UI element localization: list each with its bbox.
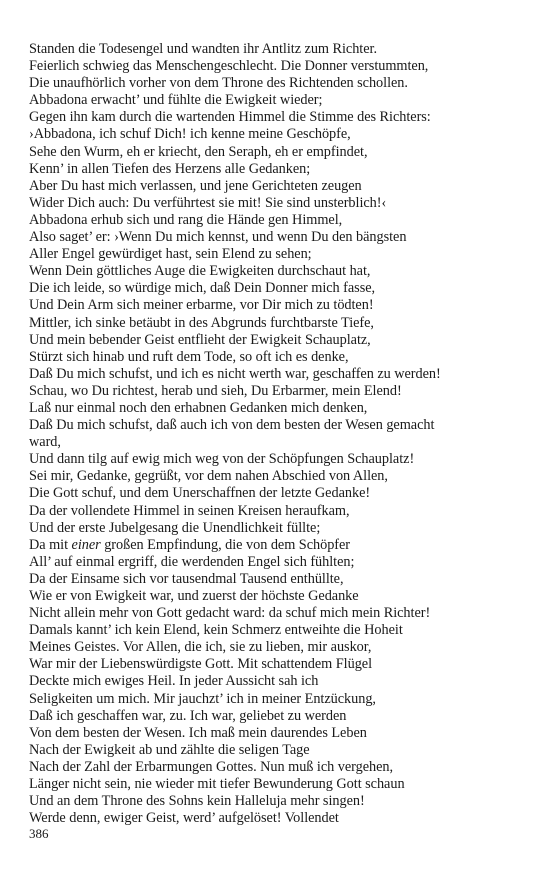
text-line: Nach der Ewigkeit ab und zählte die seligen Tage bbox=[29, 741, 310, 758]
text-line: Da der Einsame sich vor tausendmal Tausend enthüllte, bbox=[29, 570, 344, 587]
text-line: Von dem besten der Wesen. Ich maß mein daurendes Leben bbox=[29, 724, 367, 741]
text-line: Aller Engel gewürdiget hast, sein Elend zu sehen; bbox=[29, 246, 312, 263]
text-line: Daß Du mich schufst, und ich es nicht werth war, geschaffen zu werden! bbox=[29, 365, 441, 382]
text-line: Kenn’ in allen Tiefen des Herzens alle Gedanken; bbox=[29, 160, 311, 177]
text-line: Meines Geistes. Vor Allen, die ich, sie zu lieben, mir auskor, bbox=[29, 639, 372, 656]
text-line: Gegen ihn kam durch die wartenden Himmel die Stimme des Richters: bbox=[29, 109, 431, 126]
text-line: Sei mir, Gedanke, gegrüßt, vor dem nahen Abschied von Allen, bbox=[29, 468, 388, 485]
page-number: 386 bbox=[29, 826, 49, 841]
text-line: Nicht allein mehr von Gott gedacht ward: da schuf mich mein Richter! bbox=[29, 605, 431, 622]
text-line: Stürzt sich hinab und ruft dem Tode, so oft ich es denke, bbox=[29, 348, 349, 365]
text-line: Da der vollendete Himmel in seinen Kreisen heraufkam, bbox=[29, 502, 350, 519]
text-line: Damals kannt’ ich kein Elend, kein Schmerz entweihte die Hoheit bbox=[29, 622, 403, 639]
text-line: Feierlich schwieg das Menschengeschlecht. Die Donner verstummten, bbox=[29, 58, 429, 75]
text-line: Mittler, ich sinke betäubt in des Abgrunds furchtbarste Tiefe, bbox=[29, 314, 374, 331]
text-line: Die Gott schuf, und dem Unerschaffnen der letzte Gedanke! bbox=[29, 485, 371, 502]
text-line: All’ auf einmal ergriff, die werdenden Engel sich fühlten; bbox=[29, 553, 355, 570]
text-line: Wie er von Ewigkeit war, und zuerst der höchste Gedanke bbox=[29, 588, 359, 604]
emphasized-word: einer bbox=[71, 536, 101, 553]
text-line: Schau, wo Du richtest, herab und sieh, Du Erbarmer, mein Elend! bbox=[29, 382, 402, 399]
text-line: Standen die Todesengel und wandten ihr Antlitz zum Richter. bbox=[29, 41, 377, 57]
text-line: Und an dem Throne des Sohns kein Halleluja mehr singen! bbox=[29, 793, 365, 810]
text-line: Wenn Dein göttliches Auge die Ewigkeiten durchschaut hat, bbox=[29, 263, 371, 280]
text-line: Da mit einer großen Empfindung, die von dem Schöpfer bbox=[29, 536, 351, 553]
text-line: Die unaufhörlich vorher von dem Throne des Richtenden schollen. bbox=[29, 75, 408, 92]
text-line: Wider Dich auch: Du verführtest sie mit! Sie sind unsterblich!‹ bbox=[29, 194, 387, 211]
text-line: ward, bbox=[29, 434, 61, 451]
text-line: Daß ich geschaffen war, zu. Ich war, geliebet zu werden bbox=[29, 707, 347, 724]
text-line: ›Abbadona, ich schuf Dich! ich kenne meine Geschöpfe, bbox=[29, 126, 351, 143]
text-line: Abbadona erhub sich und rang die Hände gen Himmel, bbox=[29, 211, 343, 228]
text-line: Seligkeiten um mich. Mir jauchzt’ ich in meiner Entzückung, bbox=[29, 690, 376, 707]
text-line: Sehe den Wurm, eh er kriecht, den Seraph, eh er empfindet, bbox=[29, 143, 368, 160]
text-line: Und der erste Jubelgesang die Unendlichkeit füllte; bbox=[29, 519, 321, 536]
text-line: Werde denn, ewiger Geist, werd’ aufgelöset! Vollendet bbox=[29, 810, 339, 827]
text-line: Laß nur einmal noch den erhabnen Gedanken mich denken, bbox=[29, 399, 368, 416]
text-line: Und mein bebender Geist entflieht der Ewigkeit Schauplatz, bbox=[29, 331, 371, 348]
text-line: Aber Du hast mich verlassen, und jene Gerichteten zeugen bbox=[29, 177, 362, 194]
text-line: Die ich leide, so würdige mich, daß Dein Donner mich fasse, bbox=[29, 280, 376, 297]
text-line: Also saget’ er: ›Wenn Du mich kennst, und wenn Du den bängsten bbox=[29, 229, 407, 246]
poem-text-block bbox=[29, 41, 529, 827]
text-line: Und dann tilg auf ewig mich weg von der Schöpfungen Schauplatz! bbox=[29, 451, 415, 468]
text-line: Deckte mich ewiges Heil. In jeder Aussicht sah ich bbox=[29, 673, 319, 690]
text-line: Länger nicht sein, nie wieder mit tiefer Bewunderung Gott schaun bbox=[29, 776, 405, 793]
text-line: Und Dein Arm sich meiner erbarme, vor Dir mich zu tödten! bbox=[29, 297, 374, 314]
text-line: Abbadona erwacht’ und fühlte die Ewigkeit wieder; bbox=[29, 92, 323, 109]
text-line: Nach der Zahl der Erbarmungen Gottes. Nun muß ich vergehen, bbox=[29, 758, 394, 775]
text-line: Daß Du mich schufst, daß auch ich von dem besten der Wesen gemacht bbox=[29, 417, 435, 434]
text-line: War mir der Liebenswürdigste Gott. Mit schattendem Flügel bbox=[29, 656, 373, 673]
